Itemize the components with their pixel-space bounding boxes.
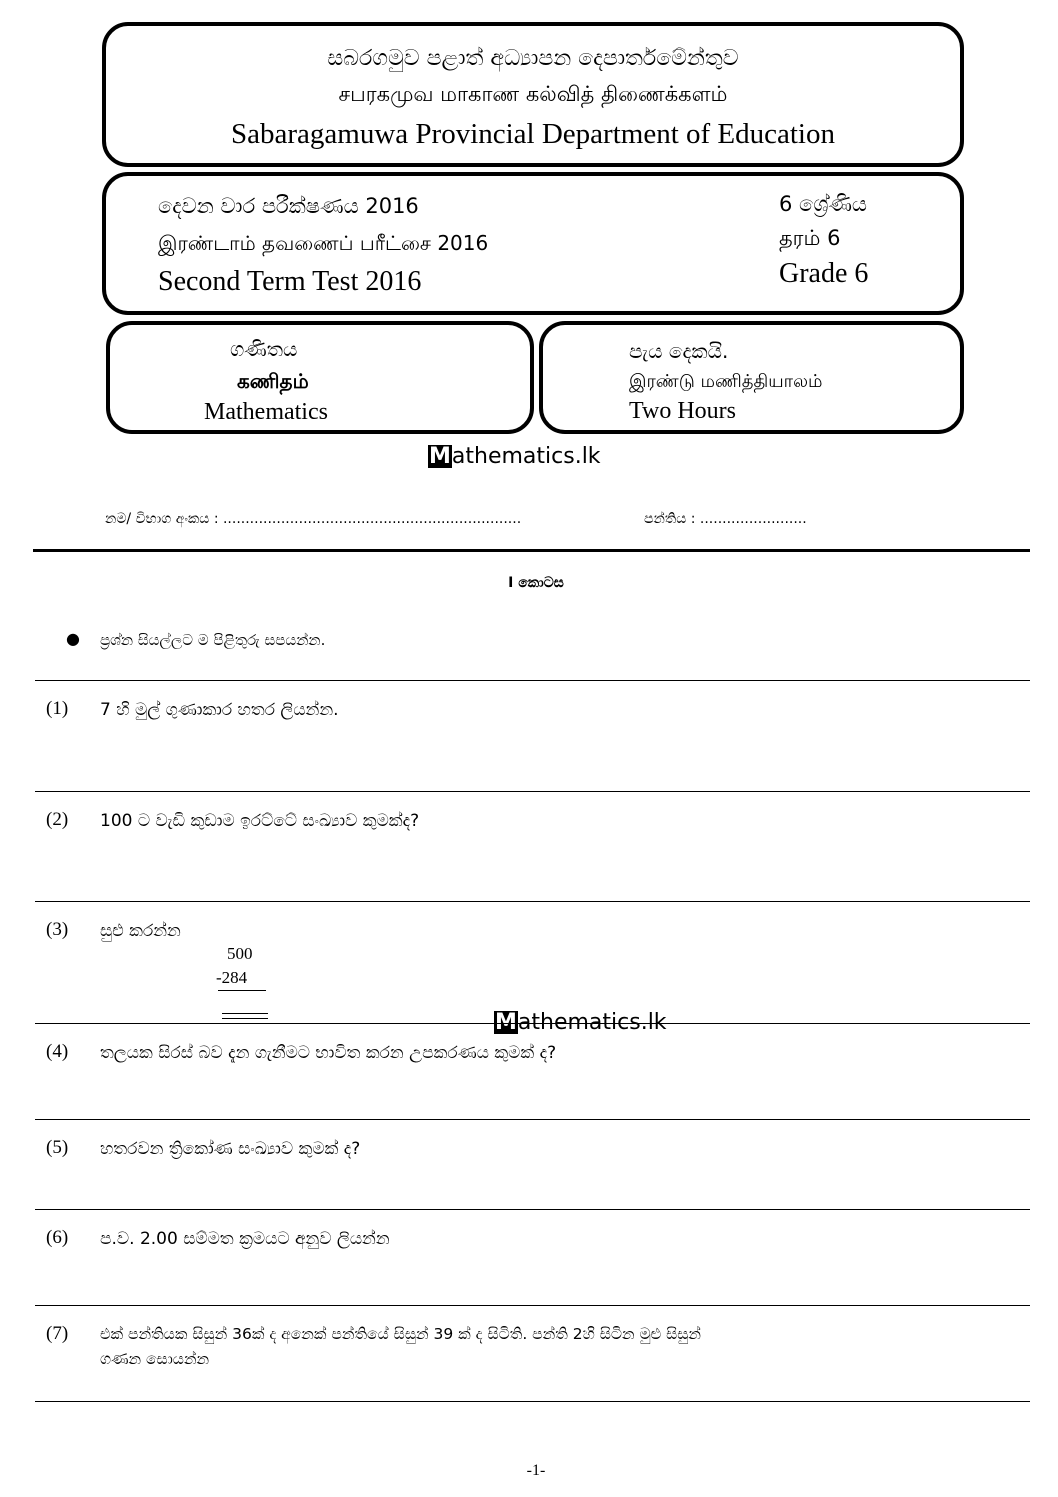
question-text: එක් පන්තියක සිසුන් 36ක් ද අනෙක් පන්තියේ සිසුන් 39 ක් ද සිටිති. පන්ති 2හි සිටින මුළු සිසුන් [100,1325,701,1343]
question-separator [35,1209,1030,1210]
duration-sinhala: පැය දෙකයි. [629,339,729,363]
question-separator [35,1119,1030,1120]
question-text: තලයක සිරස් බව දැන ගැනීමට භාවිත කරන උපකරණය කුමක් ද? [100,1043,557,1063]
department-name-english: Sabaragamuwa Provincial Department of Education [231,118,835,150]
term-sinhala: දෙවන වාර පරීක්ෂණය 2016 [158,194,419,218]
question-separator [35,1023,1030,1024]
subtraction-line [218,990,266,991]
question-separator [35,680,1030,681]
grade-tamil: தரம் 6 [779,226,841,250]
question-number: (1) [46,698,69,719]
grade-english: Grade 6 [779,258,869,289]
grade-sinhala: 6 ශ්‍රේණිය [779,192,868,216]
part-title: I කොටස [508,575,564,591]
answer-double-line [222,1013,268,1019]
term-tamil: இரண்டாம் தவணைப் பரீட்சை 2016 [158,231,489,255]
question-text: 100 ට වැඩි කුඩාම ඉරට්ටේ සංඛ්‍යාව කුමක්ද? [100,811,420,831]
duration-tamil: இரண்டு மணித்தியாலம் [629,371,823,392]
question-text: 7 හි මුල් ගුණාකාර හතර ලියන්න. [100,700,339,720]
question-number: (5) [46,1137,69,1158]
bullet-icon: ● [66,629,80,648]
question-text: ප.ව. 2.00 සම්මත ක්‍රමයට අනුව ලියන්න [100,1229,390,1249]
question-text-continued: ගණන සොයන්න [100,1350,210,1368]
question-number: (4) [46,1041,69,1062]
question-text: හතරවන ත්‍රිකෝණ සංඛ්‍යාව කුමක් ද? [100,1139,361,1159]
subject-english: Mathematics [204,399,328,425]
page-number: -1- [526,1462,546,1479]
question-separator [35,791,1030,792]
watermark-logo: Mathematics.lk [495,1010,667,1035]
subject-box [106,321,534,434]
class-field: පන්තිය : ........................ [644,511,807,527]
term-english: Second Term Test 2016 [158,266,422,297]
question-separator [35,1401,1030,1402]
subject-sinhala: ගණිතය [230,337,298,361]
watermark-logo: Mathematics.lk [429,444,601,469]
duration-box [539,321,964,434]
question-number: (7) [46,1323,69,1344]
department-name-tamil: சபரகமுவ மாகாண கல்வித் திணைக்களம் [338,82,728,106]
name-index-field: නම/ විභාග අංකය : ................................................................... [105,511,522,527]
section-divider [33,549,1030,552]
question-number: (6) [46,1227,69,1248]
subject-tamil: கணிதம் [237,369,309,393]
question-number: (3) [46,919,69,940]
question-number: (2) [46,809,69,830]
question-text: සුළු කරන්න [100,921,181,941]
question-separator [35,901,1030,902]
exam-info-box [102,172,964,315]
subtraction-bottom-number: -284 [216,968,248,987]
subtraction-top-number: 500 [227,944,253,963]
instruction-text: ප්‍රශ්න සියල්ලට ම පිළිතුරු සපයන්න. [100,631,326,649]
duration-english: Two Hours [629,398,736,424]
question-separator [35,1305,1030,1306]
department-name-sinhala: සබරගමුව පළාත් අධ්‍යාපන දෙපාර්තමේන්තුව [327,46,739,71]
department-header-box [102,22,964,167]
